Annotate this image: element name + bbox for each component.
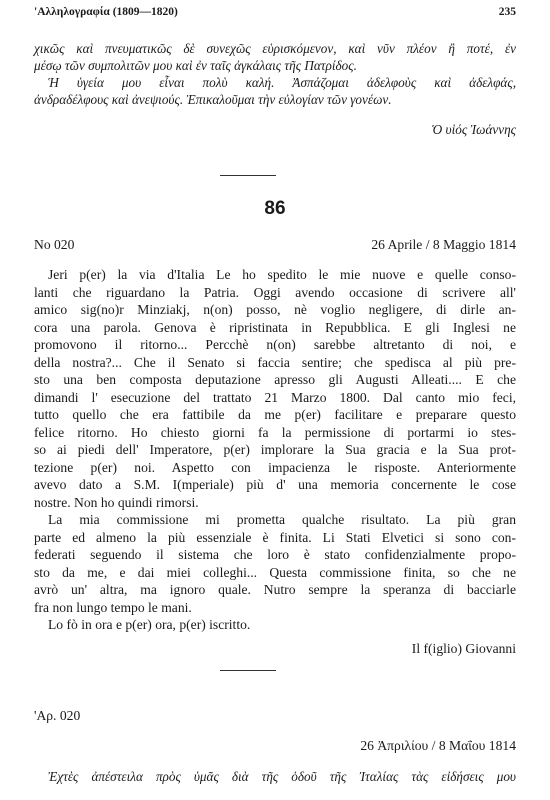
page-number: 235 <box>498 6 516 18</box>
greek-text-line: χικῶς καὶ πνευματικῶς δὲ συνεχῶς εὑρισκόμενον, καὶ νῦν πλέον ἢ ποτέ, ἐν <box>34 41 516 56</box>
letter-text-line: della nostra?... Che il Senato si faccia sentire; che spedisca al più pre- <box>34 354 516 370</box>
letter-text-line: Jeri p(er) la via d'Italia Le ho spedito le mie nuove e quelle conso- <box>48 267 516 282</box>
greek-text-line: ἀνδραδέλφους καὶ ἀνεψιούς. Ἐπικαλοῦμαι τὴν εὐλογίαν τῶν γονέων. <box>34 92 392 107</box>
letter-number: 86 <box>264 198 286 219</box>
letter-text-line: fra non lungo tempo le mani. <box>34 599 192 615</box>
letter-text-line: felice ritorno. Ho chiesto giorni fa la permissione di portarmi io stes- <box>34 424 516 440</box>
section-divider <box>220 175 276 176</box>
letter-text-line: parte ed almeno la più essenziale è finita. Li Stati Elvetici si sono con- <box>34 529 516 545</box>
letter-text-line: dimandi l' esecuzione del trattato 21 Marzo 1800. Dal canto mio feci, <box>34 389 516 405</box>
letter-text-line: cora una parola. Genova è ripristinata in Repubblica. E gli Inglesi ne <box>34 319 516 335</box>
letter-text-line: nostre. Non ho quindi rimorsi. <box>34 494 199 510</box>
letter-text-line: sto una ben composta deputazione apresso gli Augusti Alleati.... E che <box>34 372 516 387</box>
letter-text-line: lanti che riguardano la Patria. Oggi avendo occasione di scrivere all' <box>34 284 516 300</box>
greek-letter-reference: 'Αρ. 020 <box>34 708 81 723</box>
letter-text-line: La mia commissione mi prometta qualche risultato. La più gran <box>48 512 516 527</box>
letter-text-line: federati seguendo il sistema che loro è stato confidenzialmente propo- <box>34 547 516 562</box>
greek-text-line: μέσῳ τῶν συμπολιτῶν μου καὶ ἐν ταῖς ἀγκάλαις τῆς Πατρίδος. <box>34 58 357 73</box>
page-header <box>34 6 516 22</box>
letter-text-line: promovono il ritorno... Percchè n(on) sarebbe altretanto di noi, e <box>34 337 516 352</box>
letter-text-line: amico sig(no)r Minziakj, n(on) posso, nè voglio negligere, di dirle an- <box>34 302 516 317</box>
letter-text-line: tutto quello che era fattibile da me p(er) facilitare e preparare questo <box>34 407 516 422</box>
letter-text-line: sto da me, e dai miei colleghi... Questa commissione finita, so che ne <box>34 564 516 580</box>
running-title: 'Αλληλογραφία (1809—1820) <box>34 6 178 18</box>
letter-text-line: tezione p(er) noi. Aspetto con impacienza le risposte. Anteriormente <box>34 459 516 475</box>
letter-text-line: avrò un' altra, ma ignoro quale. Nutro sempre la speranza di bacciarle <box>34 582 516 597</box>
greek-letter-date: 26 Ἀπριλίου / 8 Μαΐου 1814 <box>360 738 516 753</box>
letter-reference: No 020 <box>34 237 75 252</box>
top-letter-signature: Ὁ υἱός Ἰωάννης <box>431 122 516 137</box>
letter-text-line: avevo dato a S.M. I(mperiale) più d' una memoria concernente le cose <box>34 477 516 492</box>
letter-text-line: Lo fò in ora e p(er) ora, p(er) iscritto. <box>48 617 251 632</box>
greek-text-line: Ἡ ὑγεία μου εἶναι πολὺ καλή. Ἀσπάζομαι ἀδελφοὺς καὶ ἀδελφάς, <box>48 75 516 90</box>
letter-text-line: so ai piedi dell' Imperatore, p(er) implorare la Sua gracia e la Sua prot- <box>34 442 516 457</box>
greek-letter-first-line: Ἐχτὲς ἀπέστειλα πρὸς ὑμᾶς διὰ τῆς ὁδοῦ τῆς Ἰταλίας τὰς εἰδήσεις μου <box>48 769 516 784</box>
letter-date: 26 Aprile / 8 Maggio 1814 <box>371 237 516 252</box>
section-divider <box>220 670 276 671</box>
letter-signature: Il f(iglio) Giovanni <box>411 641 516 656</box>
